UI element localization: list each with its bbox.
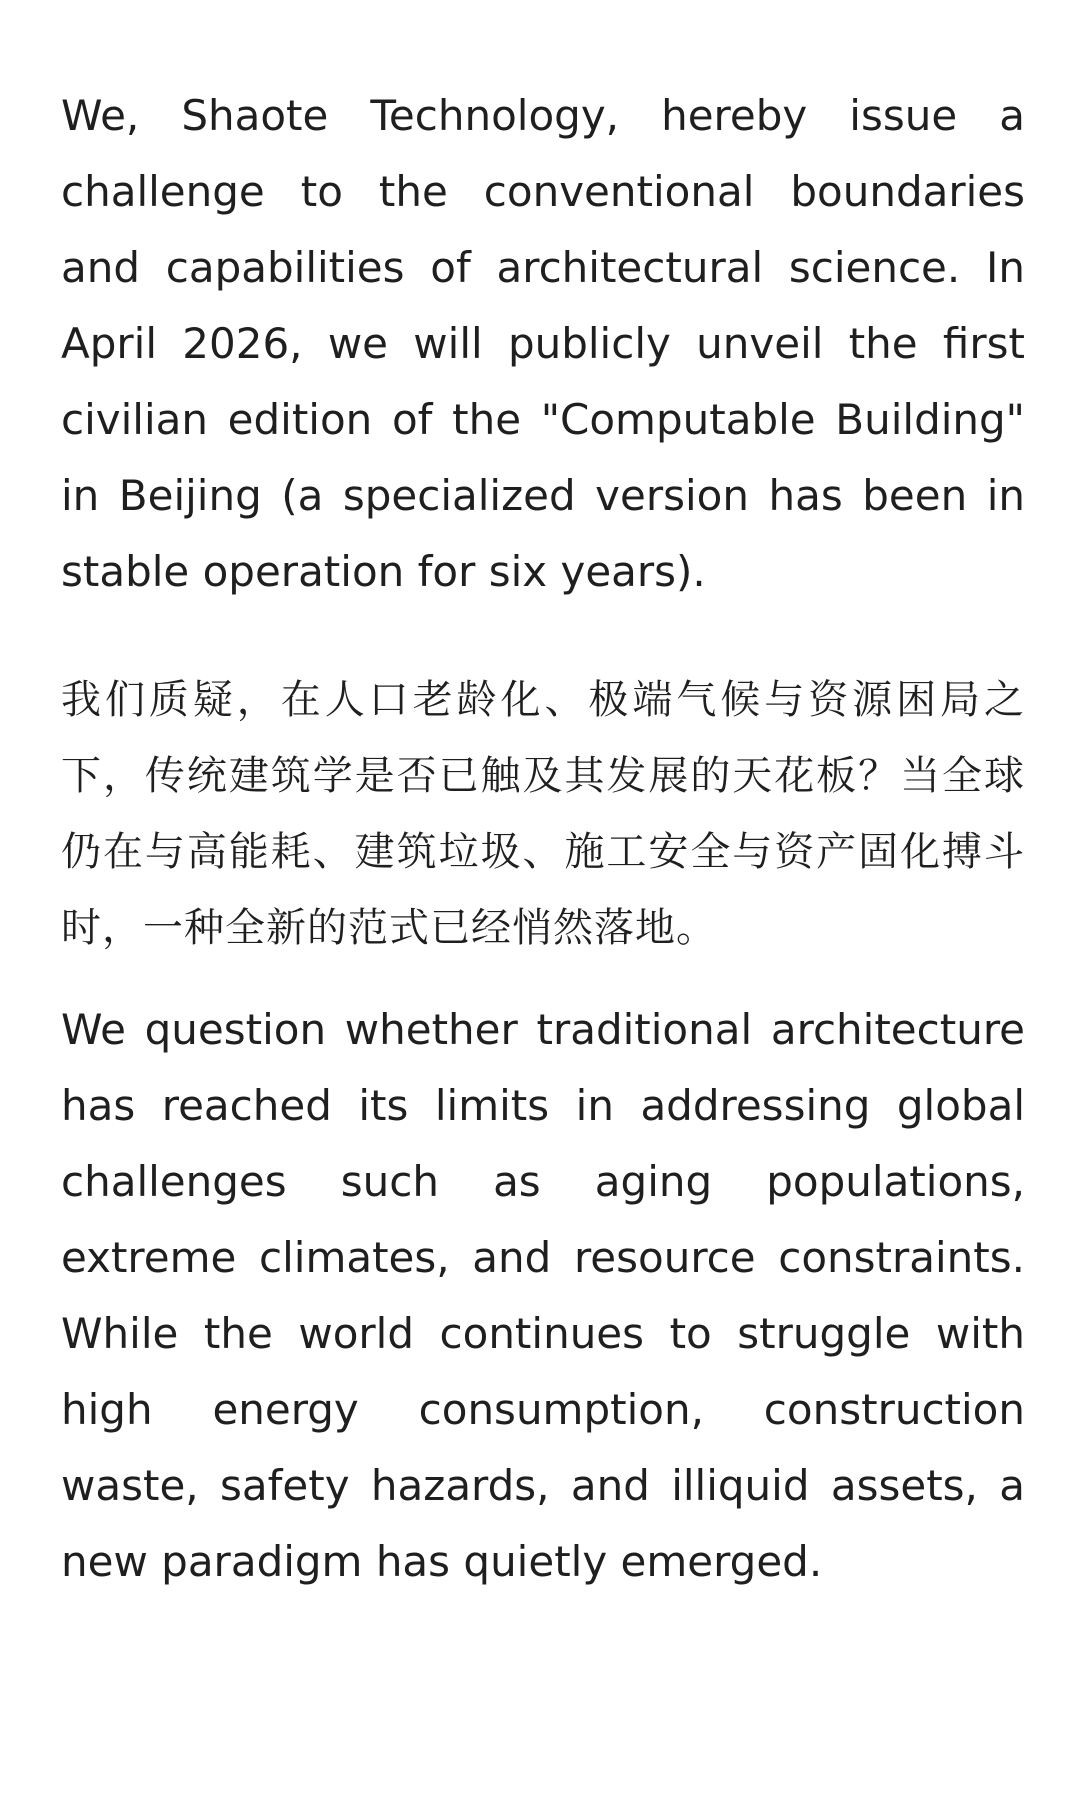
question-paragraph-chinese: 我们质疑，在人口老龄化、极端气候与资源困局之下，传统建筑学是否已触及其发展的天花板？当全球仍在与高能耗、建筑垃圾、施工安全与资产固化搏斗时，一种全新的范式已经悄然落地。	[61, 677, 1025, 951]
article-body	[61, 78, 1025, 1600]
intro-paragraph-english: We, Shaote Technology, hereby issue a challenge to the conventional boundaries and capabilities of architectural science. In April 2026, we will publicly unveil the first civilian edition of the "Computable Building" in Beijing (a specialized version has been in stable operation for six years).	[61, 91, 1025, 596]
question-paragraph-english: We question whether traditional architecture has reached its limits in addressing global challenges such as aging populations, extreme climates, and resource constraints. While the world continues to struggle with high energy consumption, construction waste, safety hazards, and illiquid assets, a new paradigm has quietly emerged.	[61, 1005, 1025, 1586]
